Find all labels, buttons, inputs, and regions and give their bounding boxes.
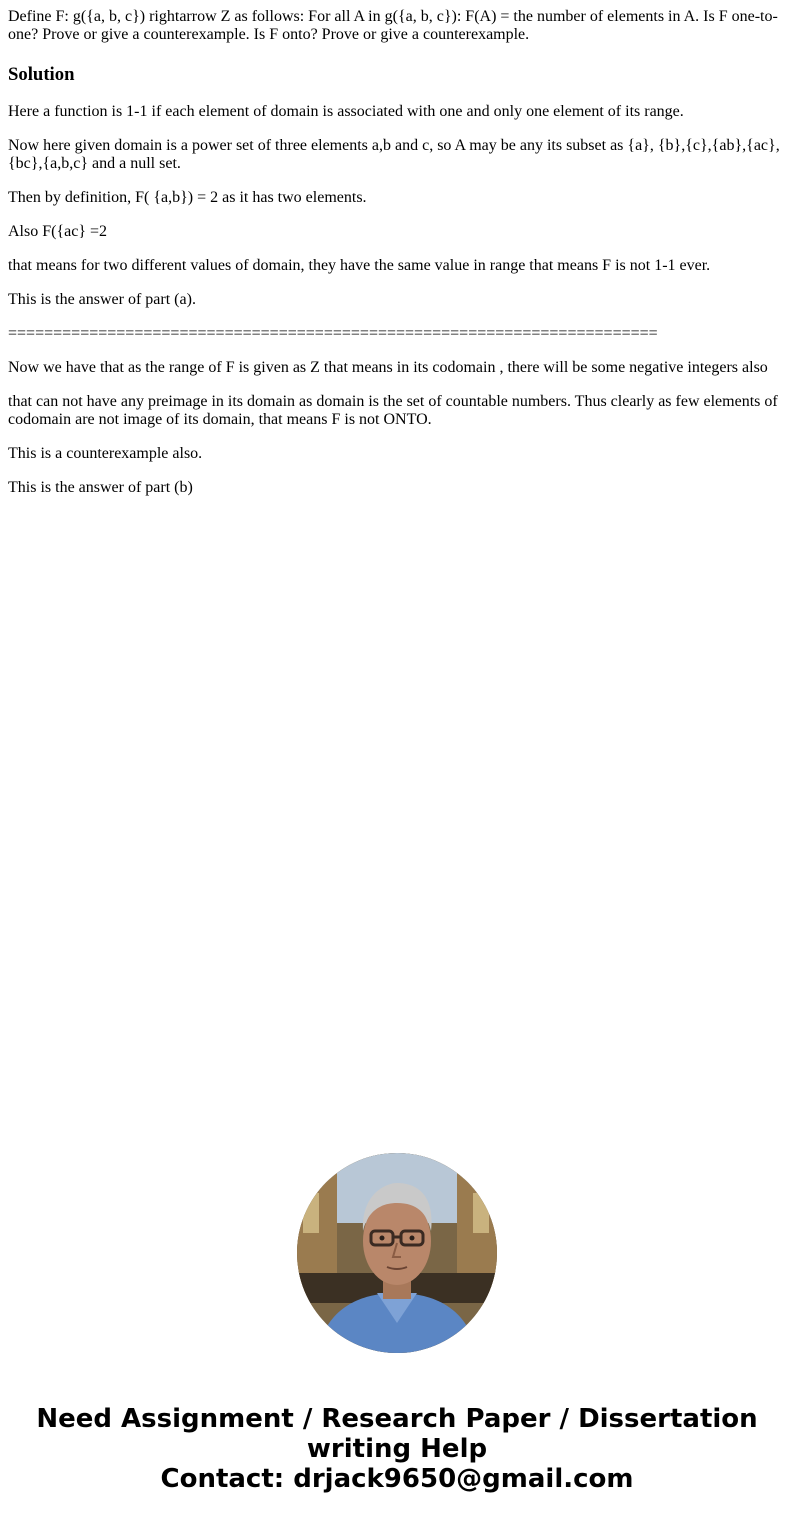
- solution-paragraph: This is the answer of part (b): [8, 479, 193, 496]
- cta-contact-email: Contact: drjack9650@gmail.com: [160, 1464, 634, 1494]
- solution-paragraph: Then by definition, F( {a,b}) = 2 as it has two elements.: [8, 189, 367, 206]
- solution-paragraph: Now here given domain is a power set of three elements a,b and c, so A may be any its subset as {a}, {b},{c},{ab},{ac},{bc},{a,b,c} and a null set.: [8, 137, 780, 172]
- contact-banner: [0, 1404, 794, 1494]
- person-photo-icon: [297, 1153, 497, 1353]
- solution-paragraph: that means for two different values of domain, they have the same value in range that means F is not 1-1 ever.: [8, 257, 711, 274]
- author-avatar: [297, 1153, 497, 1353]
- divider-line: ========================================================================: [8, 325, 658, 342]
- solution-paragraph: This is a counterexample also.: [8, 445, 203, 462]
- document-body: [8, 8, 786, 497]
- solution-paragraph: Now we have that as the range of F is given as Z that means in its codomain , there will be some negative integers also: [8, 359, 768, 376]
- cta-line-2: writing Help: [306, 1434, 488, 1464]
- solution-paragraph: Also F({ac} =2: [8, 223, 108, 240]
- cta-line-1: Need Assignment / Research Paper / Dissertation: [36, 1404, 758, 1434]
- solution-paragraph: Here a function is 1-1 if each element of domain is associated with one and only one element of its range.: [8, 103, 684, 120]
- solution-paragraph: that can not have any preimage in its domain as domain is the set of countable numbers. Thus clearly as few elements of codomain are not image of its domain, that means F is not ONTO.: [8, 393, 778, 428]
- solution-paragraph: This is the answer of part (a).: [8, 291, 196, 308]
- solution-heading: Solution: [8, 64, 75, 85]
- question-text: Define F: g({a, b, c}) rightarrow Z as follows: For all A in g({a, b, c}): F(A) = the number of elements in A. Is F one-to-one? Prove or give a counterexample. Is F onto? Prove or give a counterexample.: [8, 8, 778, 43]
